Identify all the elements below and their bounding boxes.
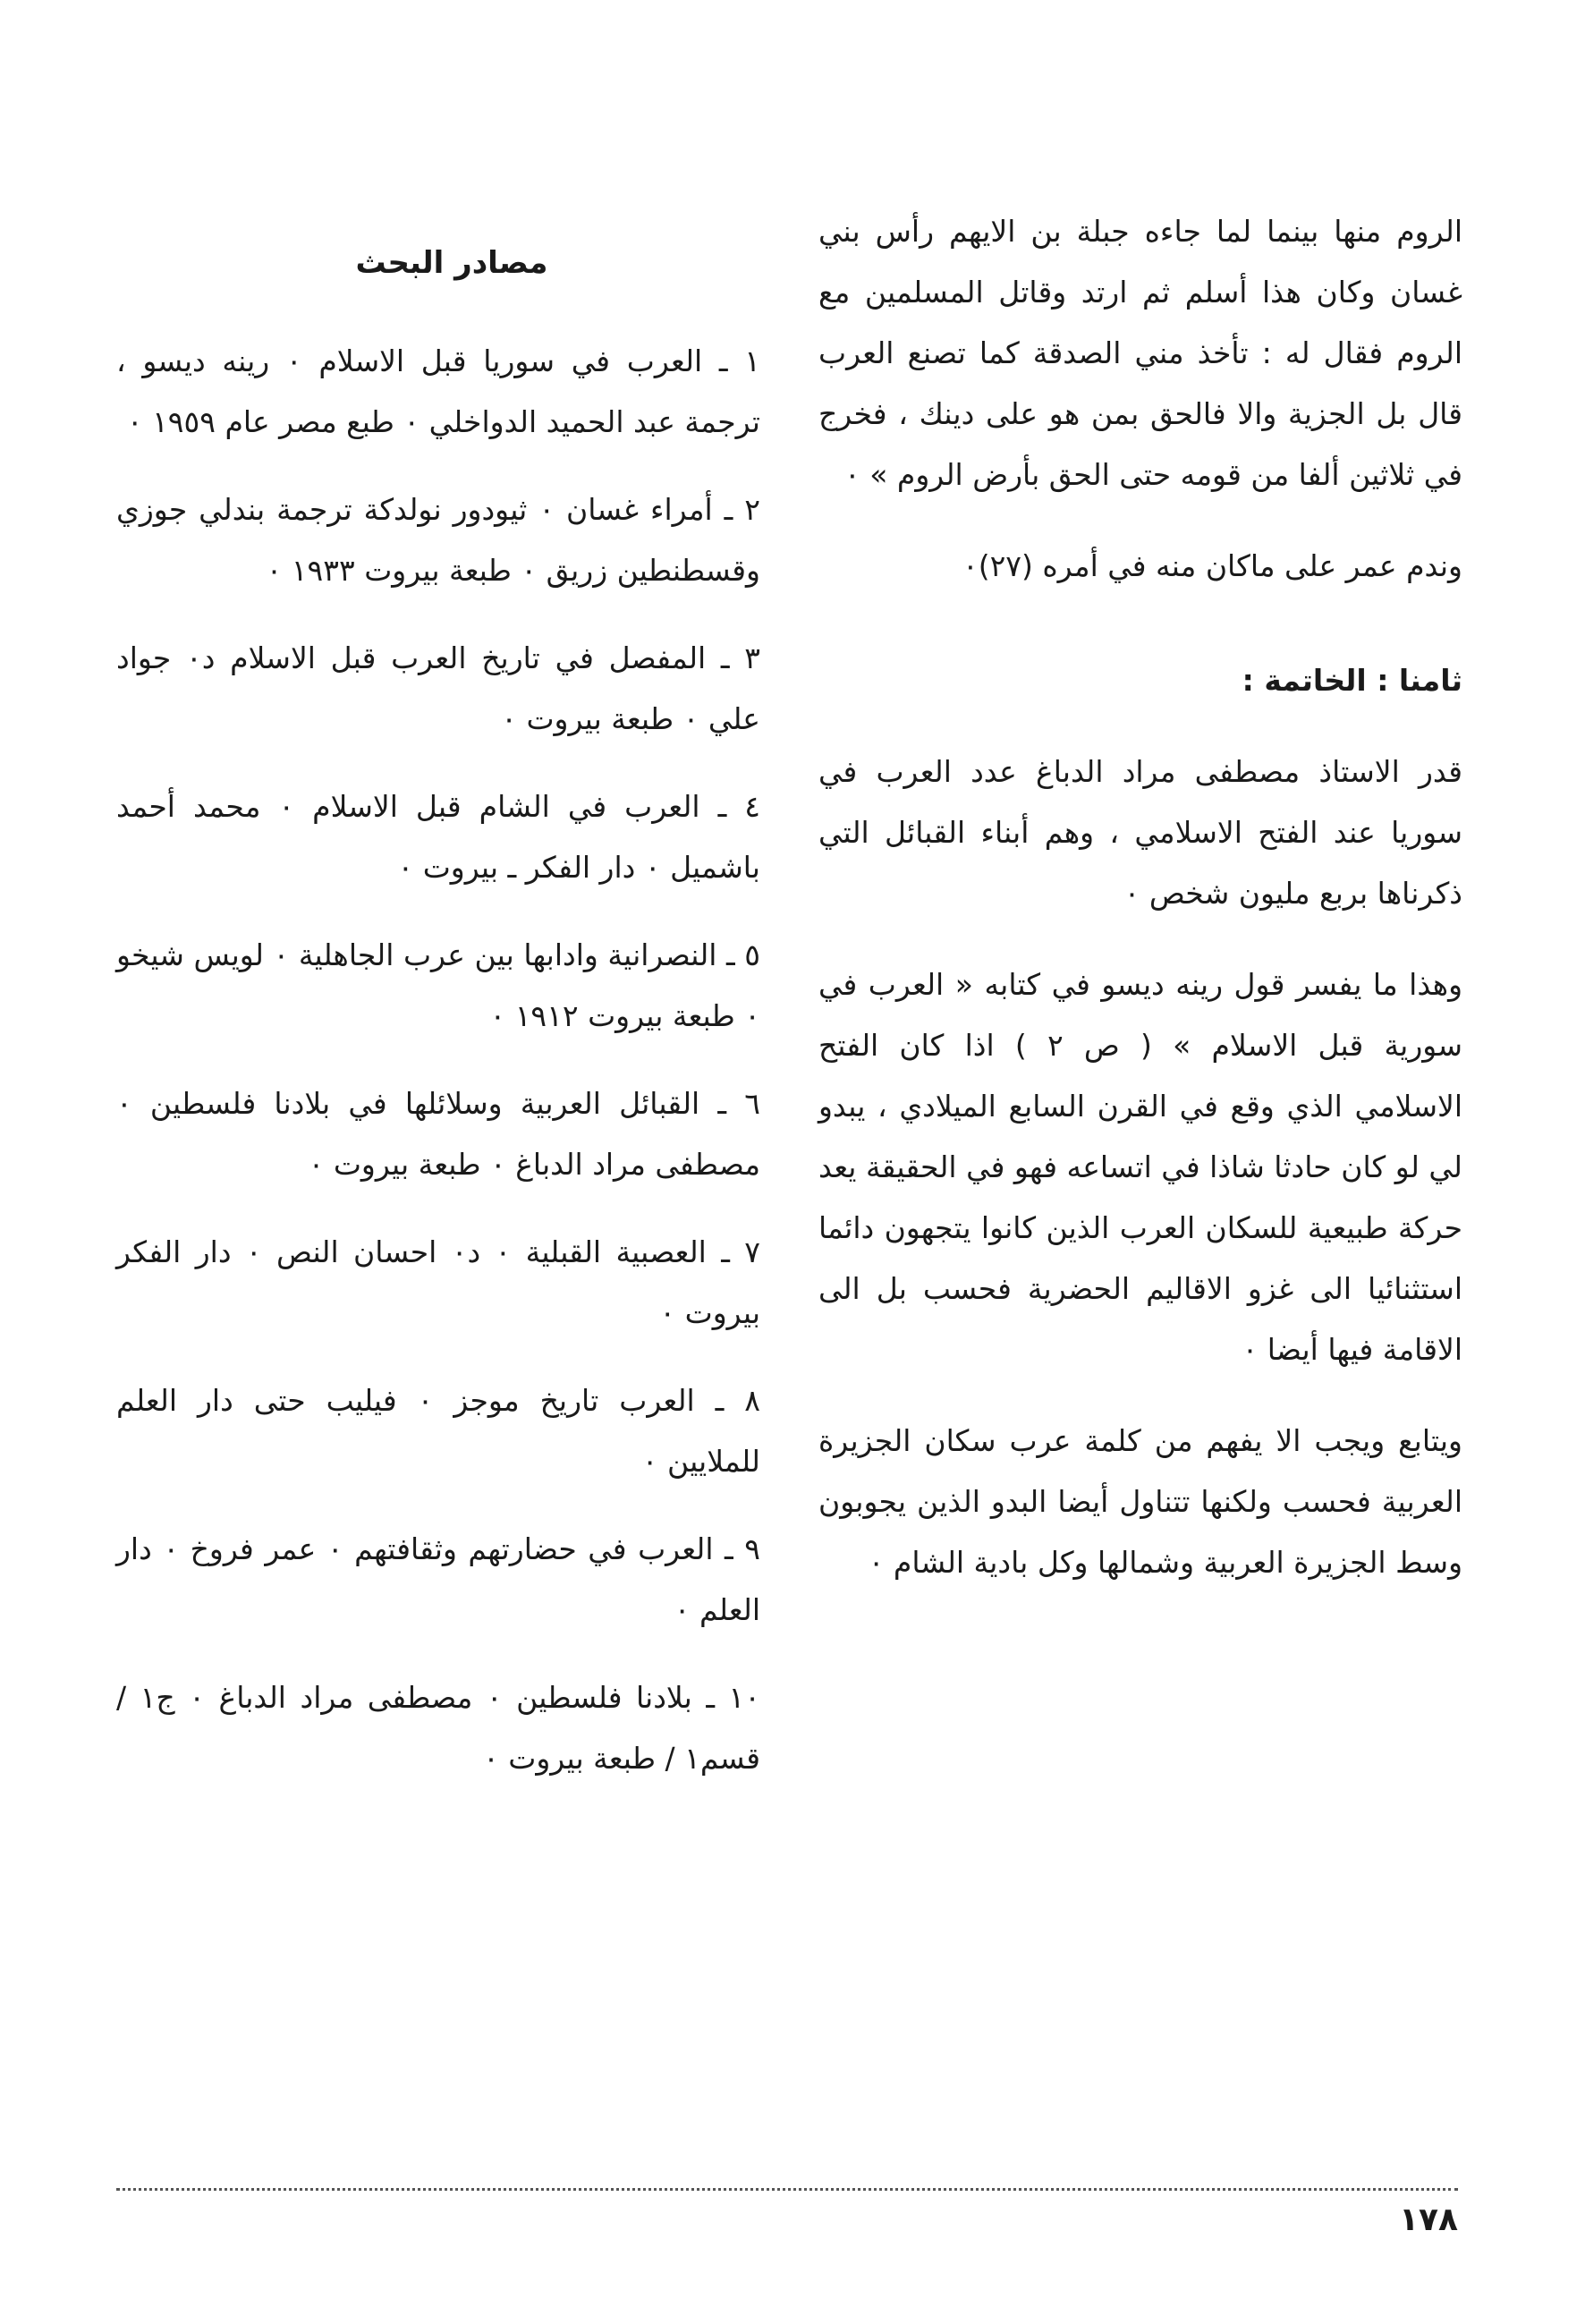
source-item: ٩ ـ العرب في حضارتهم وثقافتهم ٠ عمر فروخ ٠ دار العلم ٠ (116, 1531, 760, 1627)
source-item: ٣ ـ المفصل في تاريخ العرب قبل الاسلام د٠ جواد علي ٠ طبعة بيروت ٠ (116, 640, 760, 736)
paragraph-population-estimate: قدر الاستاذ مصطفى مراد الدباغ عدد العرب في سوريا عند الفتح الاسلامي ، وهم أبناء القبائل التي ذكرناها بربع مليون شخص ٠ (818, 754, 1462, 911)
page-number: ١٧٨ (1399, 2201, 1458, 2238)
source-item: ٧ ـ العصبية القبلية ٠ د٠ احسان النص ٠ دار الفكر بيروت ٠ (116, 1234, 760, 1330)
footer-divider (116, 2188, 1458, 2191)
section-heading-conclusion: ثامنا : الخاتمة : (1242, 663, 1462, 698)
main-text-column (818, 201, 1462, 1593)
source-item: ٥ ـ النصرانية وادابها بين عرب الجاهلية ٠ لويس شيخو ٠ طبعة بيروت ١٩١٢ ٠ (116, 937, 761, 1033)
source-item: ٦ ـ القبائل العربية وسلائلها في بلادنا فلسطين ٠ مصطفى مراد الدباغ ٠ طبعة بيروت ٠ (116, 1086, 760, 1182)
source-item: ٤ ـ العرب في الشام قبل الاسلام ٠ محمد أحمد باشميل ٠ دار الفكر ـ بيروت ٠ (116, 789, 760, 885)
source-item: ١٠ ـ بلادنا فلسطين ٠ مصطفى مراد الدباغ ٠ ج١ / قسم١ / طبعة بيروت ٠ (116, 1680, 760, 1776)
source-item: ٨ ـ العرب تاريخ موجز ٠ فيليب حتى دار العلم للملايين ٠ (116, 1383, 761, 1479)
sources-title: مصادر البحث (355, 245, 548, 281)
paragraph-ghassan-story: الروم منها بينما لما جاءه جبلة بن الايهم رأس بني غسان وكان هذا أسلم ثم ارتد وقاتل المسلمين مع الروم فقال له : تأخذ مني الصدقة كما تصنع العرب قال بل الجزية والا فالحق بمن هو على دينك ، فخرج في ثلاثين ألفا من قومه حتى الحق بأرض الروم » ٠ (818, 214, 1462, 492)
paragraph-arab-definition: ويتابع ويجب الا يفهم من كلمة عرب سكان الجزيرة العربية فحسب ولكنها تتناول أيضا البدو الذين يجوبون وسط الجزيرة العربية وشمالها وكل بادية الشام ٠ (818, 1423, 1462, 1580)
sources-column (116, 331, 760, 1816)
paragraph-umar-regret: وندم عمر على ماكان منه في أمره (٢٧)٠ (962, 548, 1462, 583)
source-item: ٢ ـ أمراء غسان ٠ ثيودور نولدكة ترجمة بندلي جوزي وقسطنطين زريق ٠ طبعة بيروت ١٩٣٣ ٠ (116, 492, 760, 588)
paragraph-dussaud-quote: وهذا ما يفسر قول رينه ديسو في كتابه « العرب في سورية قبل الاسلام » ( ص ٢ ) اذا كان الفتح الاسلامي الذي وقع في القرن السابع الميلادي ، يبدو لي لو كان حادثا شاذا في اتساعه فهو في الحقيقة يعد حركة طبيعية للسكان العرب الذين كانوا يتجهون دائما استثنائيا الى غزو الاقاليم الحضرية فحسب بل الى الاقامة فيها أيضا ٠ (818, 967, 1462, 1367)
source-item: ١ ـ العرب في سوريا قبل الاسلام ٠ رينه ديسو ، ترجمة عبد الحميد الدواخلي ٠ طبع مصر عام ١٩٥٩ ٠ (116, 344, 760, 439)
